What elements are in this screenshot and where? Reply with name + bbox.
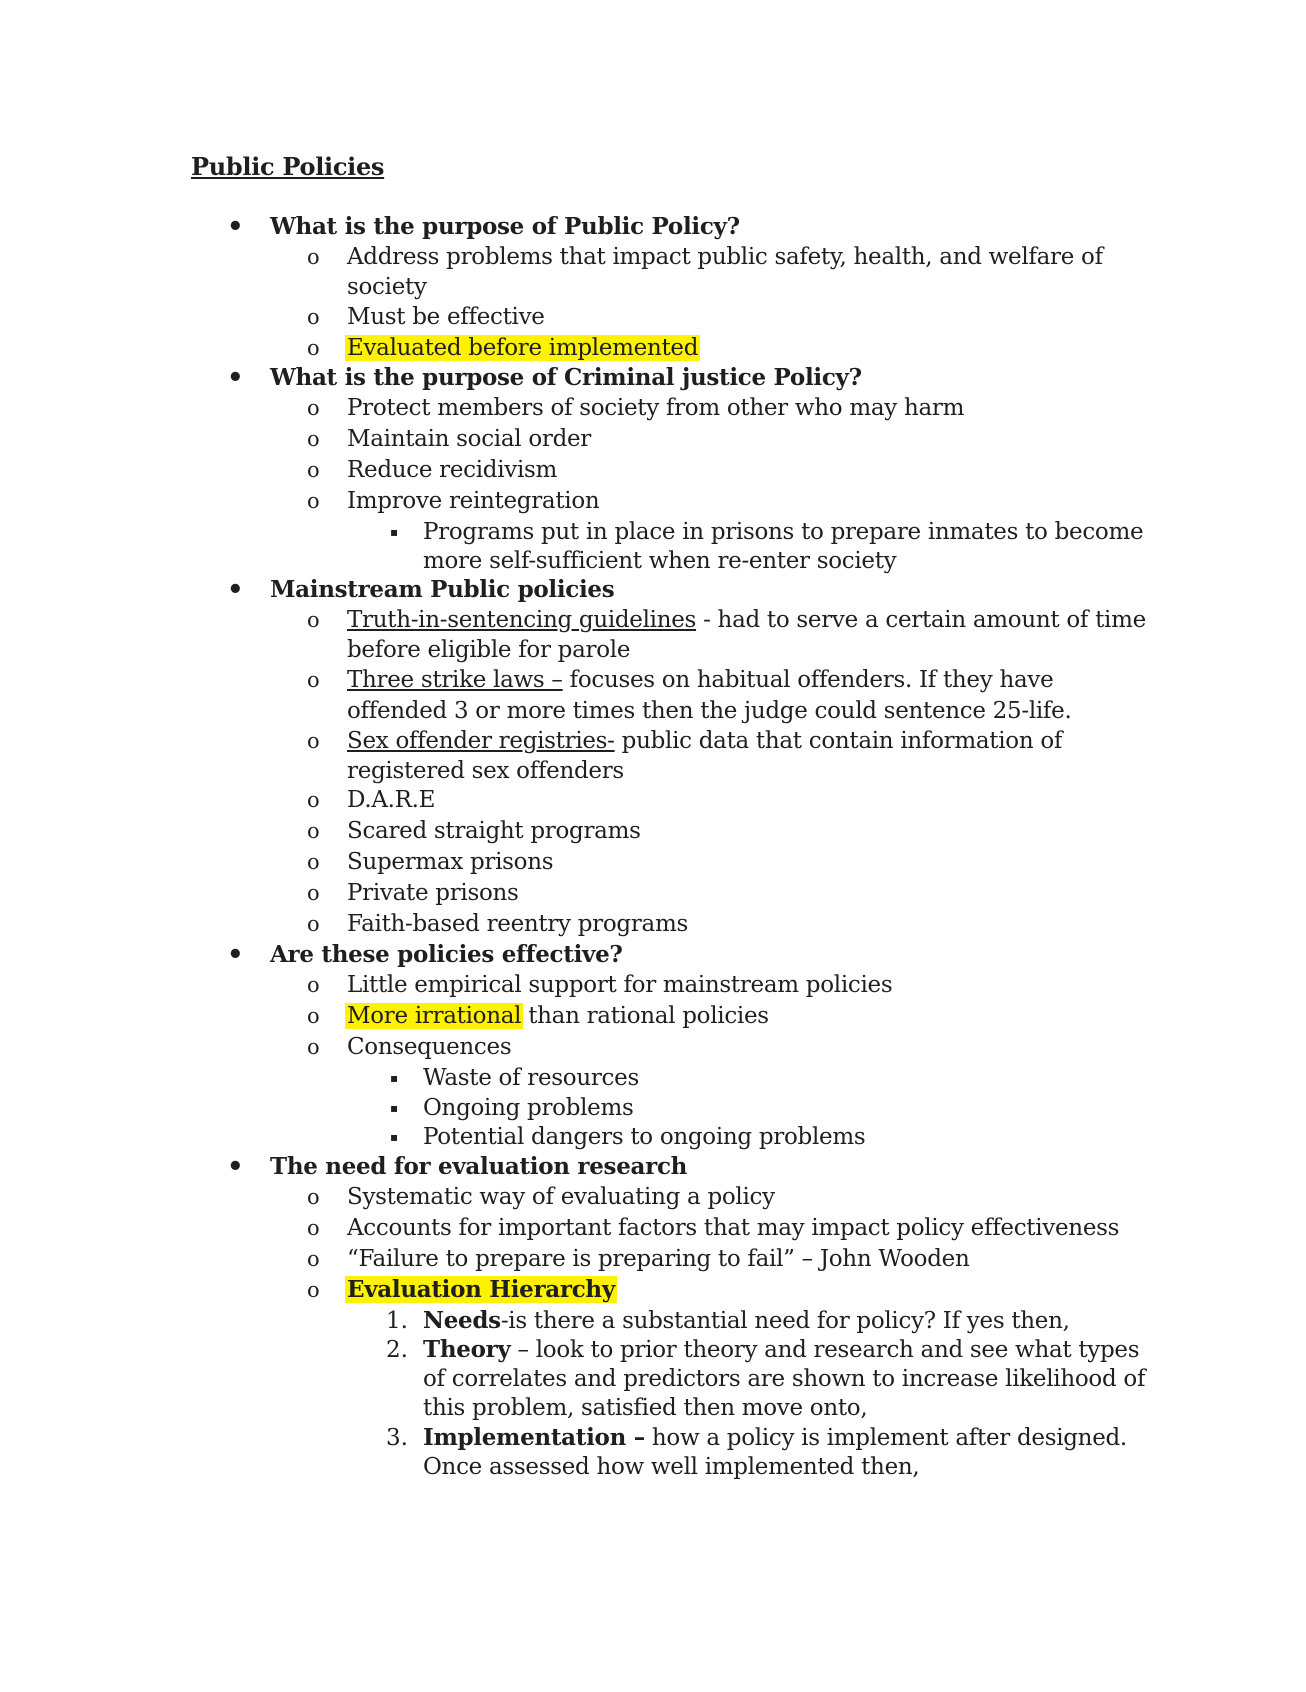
list-item-continuation: registered sex offenders	[347, 758, 624, 784]
sub-list-item: Ongoing problems	[423, 1095, 634, 1121]
numbered-item-continuation: of correlates and predictors are shown to increase likelihood of	[423, 1366, 1146, 1392]
sub-list-item: Programs put in place in prisons to prepare inmates to become	[423, 519, 1144, 545]
bullet-marker: •	[227, 363, 244, 393]
list-item-rest: than rational policies	[521, 1003, 769, 1029]
highlighted-text: Evaluation Hierarchy	[347, 1276, 615, 1303]
numbered-item	[423, 1306, 1070, 1336]
circle-marker: o	[307, 336, 320, 360]
circle-marker: o	[307, 608, 320, 632]
bullet-marker: •	[227, 1152, 244, 1182]
list-number: 2.	[386, 1337, 408, 1363]
circle-marker: o	[307, 396, 320, 420]
circle-marker: o	[307, 1004, 320, 1028]
section-heading: Mainstream Public policies	[270, 576, 615, 603]
list-number: 3.	[386, 1425, 408, 1451]
list-number: 1.	[386, 1308, 408, 1334]
list-item-continuation: offended 3 or more times then the judge could sentence 25-life.	[347, 698, 1072, 724]
circle-marker: o	[307, 668, 320, 692]
list-item: Private prisons	[347, 880, 519, 906]
numbered-item-continuation: this problem, satisfied then move onto,	[423, 1395, 868, 1421]
circle-marker: o	[307, 1278, 320, 1302]
term-definition: - had to serve a certain amount of time	[696, 607, 1146, 633]
list-item	[347, 1001, 769, 1031]
circle-marker: o	[307, 850, 320, 874]
circle-marker: o	[307, 489, 320, 513]
bullet-marker: •	[227, 940, 244, 970]
highlighted-text: Evaluated before implemented	[347, 335, 699, 361]
bullet-marker: •	[227, 212, 244, 242]
list-item	[347, 605, 1146, 635]
circle-marker: o	[307, 1035, 320, 1059]
circle-marker: o	[307, 819, 320, 843]
term-definition: focuses on habitual offenders. If they have	[562, 667, 1054, 693]
list-item: Systematic way of evaluating a policy	[347, 1184, 775, 1210]
circle-marker: o	[307, 1216, 320, 1240]
list-item: Supermax prisons	[347, 849, 554, 875]
square-marker: ▪	[390, 1101, 399, 1115]
circle-marker: o	[307, 729, 320, 753]
circle-marker: o	[307, 1247, 320, 1271]
numbered-item	[423, 1423, 1127, 1453]
numbered-item-term: Needs	[423, 1307, 501, 1334]
list-item: Protect members of society from other who may harm	[347, 395, 965, 421]
section-heading: The need for evaluation research	[270, 1153, 688, 1180]
circle-marker: o	[307, 912, 320, 936]
list-item: “Failure to prepare is preparing to fail” – John Wooden	[347, 1246, 970, 1272]
numbered-item-continuation: Once assessed how well implemented then,	[423, 1454, 920, 1480]
list-item: Reduce recidivism	[347, 457, 558, 483]
list-item-continuation: society	[347, 274, 427, 300]
numbered-item-term: Implementation –	[423, 1424, 645, 1451]
list-item	[347, 1275, 615, 1305]
sub-list-item: Potential dangers to ongoing problems	[423, 1124, 866, 1150]
numbered-item-rest: – look to prior theory and research and see what types	[510, 1337, 1140, 1363]
numbered-item-rest: how a policy is implement after designed.	[644, 1425, 1127, 1451]
highlighted-text: More irrational	[347, 1003, 522, 1029]
sub-list-item-continuation: more self-sufficient when re-enter society	[423, 548, 897, 574]
circle-marker: o	[307, 973, 320, 997]
square-marker: ▪	[390, 1130, 399, 1144]
list-item: Consequences	[347, 1034, 512, 1060]
list-item: Maintain social order	[347, 426, 592, 452]
numbered-item	[423, 1335, 1139, 1365]
underlined-term: Truth-in-sentencing guidelines	[347, 607, 697, 633]
numbered-item-term: Theory	[423, 1336, 511, 1363]
circle-marker: o	[307, 305, 320, 329]
circle-marker: o	[307, 427, 320, 451]
bullet-marker: •	[227, 575, 244, 605]
circle-marker: o	[307, 245, 320, 269]
square-marker: ▪	[390, 525, 399, 539]
page-title: Public Policies	[191, 152, 385, 181]
section-heading: What is the purpose of Criminal justice Policy?	[270, 364, 862, 391]
list-item: Accounts for important factors that may impact policy effectiveness	[347, 1215, 1120, 1241]
section-heading: Are these policies effective?	[270, 941, 623, 968]
list-item: Improve reintegration	[347, 488, 600, 514]
list-item	[347, 665, 1053, 695]
list-item	[347, 726, 1062, 756]
sub-list-item: Waste of resources	[423, 1065, 639, 1091]
circle-marker: o	[307, 458, 320, 482]
section-heading: What is the purpose of Public Policy?	[270, 213, 740, 240]
term-definition: public data that contain information of	[614, 728, 1063, 754]
underlined-term: Sex offender registries-	[347, 728, 615, 754]
list-item-continuation: before eligible for parole	[347, 637, 631, 663]
underlined-term: Three strike laws –	[347, 667, 563, 693]
list-item	[347, 333, 698, 363]
list-item: D.A.R.E	[347, 787, 436, 813]
square-marker: ▪	[390, 1071, 399, 1085]
list-item: Address problems that impact public safety, health, and welfare of	[347, 244, 1103, 270]
list-item: Little empirical support for mainstream policies	[347, 972, 893, 998]
circle-marker: o	[307, 1185, 320, 1209]
circle-marker: o	[307, 788, 320, 812]
numbered-item-rest: -is there a substantial need for policy? If yes then,	[500, 1308, 1070, 1334]
circle-marker: o	[307, 881, 320, 905]
list-item: Faith-based reentry programs	[347, 911, 688, 937]
list-item: Must be effective	[347, 304, 545, 330]
list-item: Scared straight programs	[347, 818, 641, 844]
